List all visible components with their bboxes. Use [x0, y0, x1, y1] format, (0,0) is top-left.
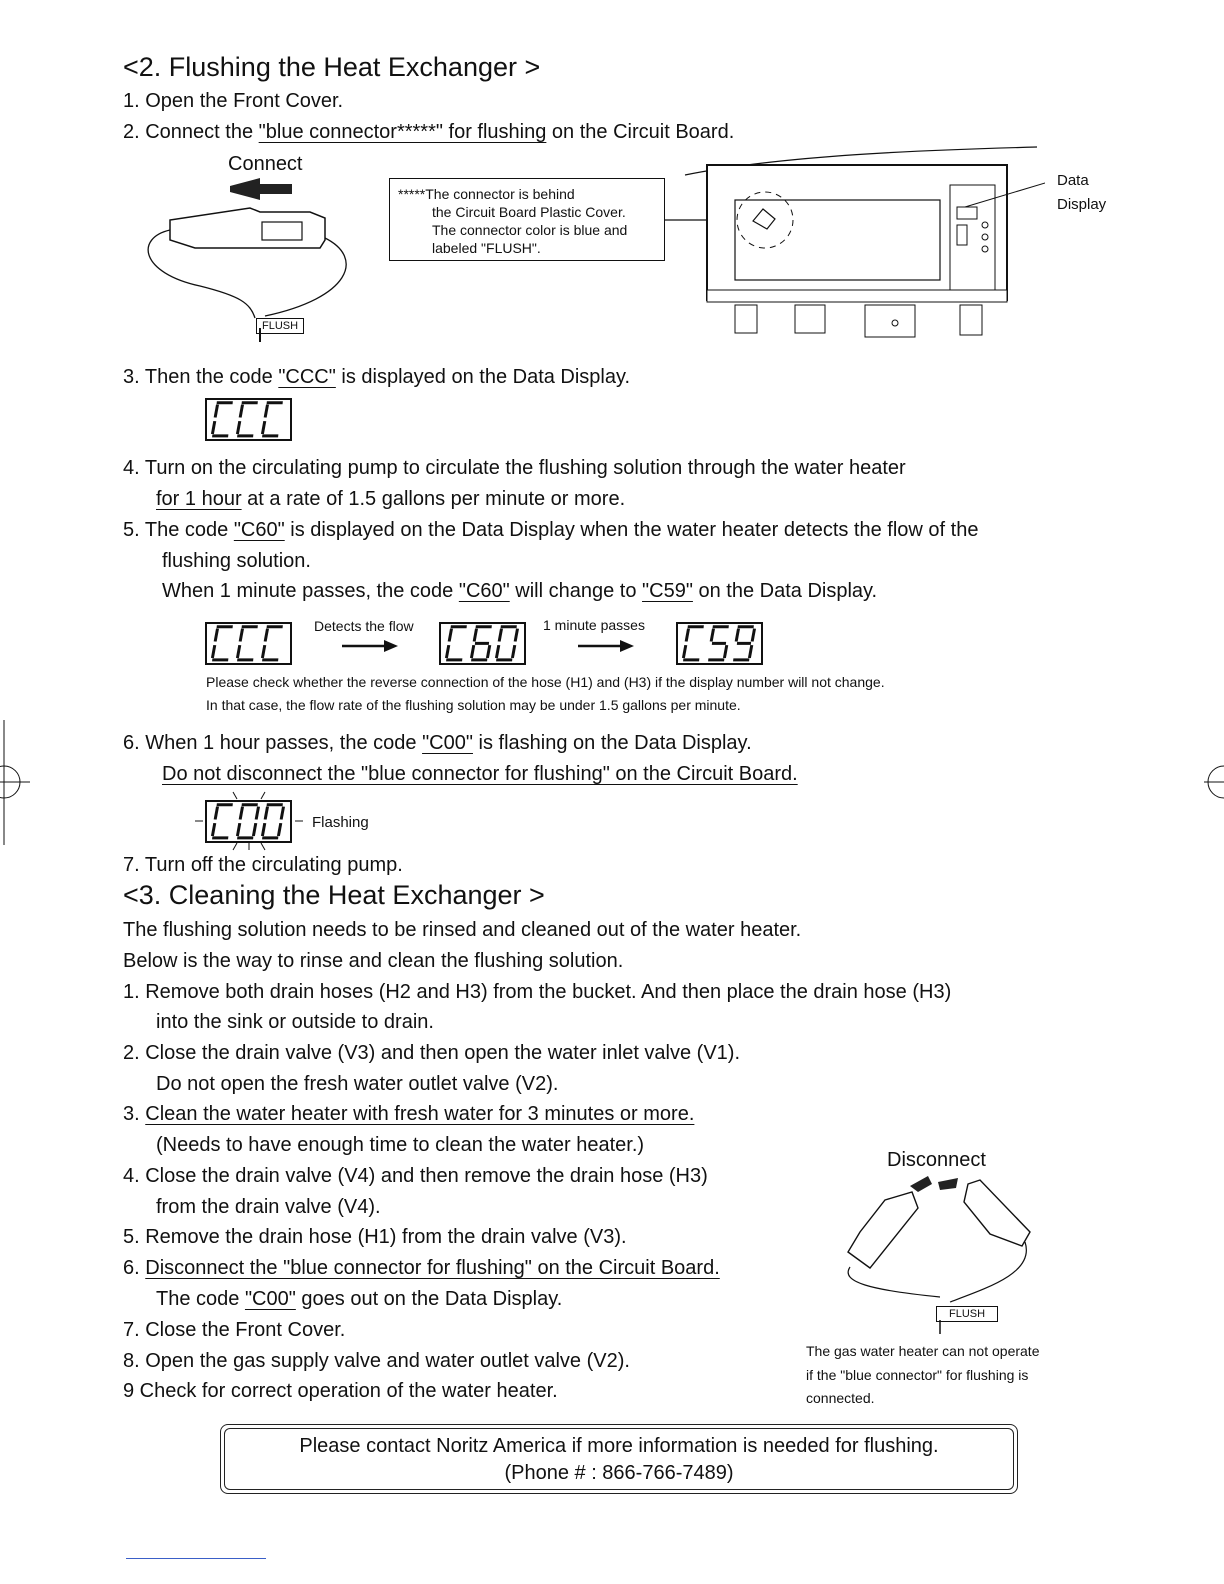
step-3-8: 8. Open the gas supply valve and water outlet valve (V2).	[123, 1350, 630, 1372]
flashing-label: Flashing	[312, 814, 369, 831]
step-2-2: 2. Connect the "blue connector*****" for flushing on the Circuit Board.	[123, 121, 735, 143]
data-label: Data	[1057, 172, 1089, 189]
step-3-2-cont: Do not open the fresh water outlet valve (V2).	[156, 1073, 559, 1095]
intro-1: The flushing solution needs to be rinsed and cleaned out of the water heater.	[123, 919, 802, 941]
step-2-5-minute: When 1 minute passes, the code "C60" will change to "C59" on the Data Display.	[162, 580, 878, 602]
step-2-4-cont: for 1 hour at a rate of 1.5 gallons per minute or more.	[156, 488, 626, 510]
footer-rule	[126, 1558, 266, 1559]
step-2-6-warning: Do not disconnect the "blue connector for flushing" on the Circuit Board.	[162, 763, 798, 785]
display-c59	[676, 622, 763, 665]
display-ccc-2	[205, 622, 292, 665]
note-line: The connector color is blue and	[432, 222, 628, 238]
step-2-4: 4. Turn on the circulating pump to circulate the flushing solution through the water heater	[123, 457, 906, 479]
step-2-3: 3. Then the code "CCC" is displayed on the Data Display.	[123, 366, 631, 388]
step-3-3: 3. Clean the water heater with fresh water for 3 minutes or more.	[123, 1103, 695, 1125]
check-note-2: In that case, the flow rate of the flushing solution may be under 1.5 gallons per minute.	[206, 697, 741, 713]
step-2-7: 7. Turn off the circulating pump.	[123, 854, 403, 876]
warning-3: connected.	[806, 1390, 875, 1406]
check-note-1: Please check whether the reverse connection of the hose (H1) and (H3) if the display number will not change.	[206, 674, 885, 690]
section2-title: <2. Flushing the Heat Exchanger >	[123, 52, 541, 82]
detects-flow-label: Detects the flow	[314, 618, 414, 634]
step-2-5: 5. The code "C60" is displayed on the Data Display when the water heater detects the flow of the	[123, 519, 979, 541]
step-2-1: 1. Open the Front Cover.	[123, 90, 344, 112]
display-c00	[205, 800, 292, 843]
disconnect-label: Disconnect	[887, 1149, 986, 1171]
step-3-4-cont: from the drain valve (V4).	[156, 1196, 381, 1218]
step-3-1-cont: into the sink or outside to drain.	[156, 1011, 434, 1033]
connector-note	[389, 178, 665, 261]
minute-passes-label: 1 minute passes	[543, 617, 645, 633]
step-3-3-cont: (Needs to have enough time to clean the water heater.)	[156, 1134, 645, 1156]
warning-1: The gas water heater can not operate	[806, 1343, 1040, 1359]
registration-mark-right	[1184, 720, 1224, 845]
step-3-6: 6. Disconnect the "blue connector for flushing" on the Circuit Board.	[123, 1257, 720, 1279]
step-3-4: 4. Close the drain valve (V4) and then remove the drain hose (H3)	[123, 1165, 708, 1187]
step-2-5-cont: flushing solution.	[162, 550, 311, 572]
step-3-9: 9 Check for correct operation of the water heater.	[123, 1380, 558, 1402]
arrow-right-icon	[578, 638, 634, 654]
connector-illustration	[140, 178, 370, 343]
flush-tag-2: FLUSH	[936, 1306, 998, 1322]
contact-line-2: (Phone # : 866-766-7489)	[504, 1462, 734, 1484]
step-3-6-cont: The code "C00" goes out on the Data Display.	[156, 1288, 563, 1310]
flush-tag: FLUSH	[256, 318, 304, 334]
step-3-5: 5. Remove the drain hose (H1) from the drain valve (V3).	[123, 1226, 627, 1248]
note-line: *****The connector is behind	[398, 186, 575, 202]
note-line: the Circuit Board Plastic Cover.	[432, 204, 626, 220]
connect-label: Connect	[228, 153, 303, 175]
step-3-1: 1. Remove both drain hoses (H2 and H3) from the bucket. And then place the drain hose (H3)	[123, 981, 952, 1003]
display-ccc	[205, 398, 292, 441]
contact-line-1: Please contact Noritz America if more information is needed for flushing.	[299, 1435, 939, 1457]
display-label: Display	[1057, 196, 1107, 213]
note-line: labeled "FLUSH".	[432, 240, 541, 256]
step-2-6: 6. When 1 hour passes, the code "C00" is flashing on the Data Display.	[123, 732, 752, 754]
display-c60	[439, 622, 526, 665]
contact-box	[220, 1424, 1018, 1494]
heater-unit-illustration	[665, 145, 1045, 345]
warning-2: if the "blue connector" for flushing is	[806, 1367, 1029, 1383]
step-3-2: 2. Close the drain valve (V3) and then open the water inlet valve (V1).	[123, 1042, 741, 1064]
step-3-7: 7. Close the Front Cover.	[123, 1319, 346, 1341]
registration-mark-left	[0, 720, 30, 845]
intro-2: Below is the way to rinse and clean the flushing solution.	[123, 950, 624, 972]
section3-title: <3. Cleaning the Heat Exchanger >	[123, 880, 545, 910]
arrow-right-icon	[342, 638, 398, 654]
